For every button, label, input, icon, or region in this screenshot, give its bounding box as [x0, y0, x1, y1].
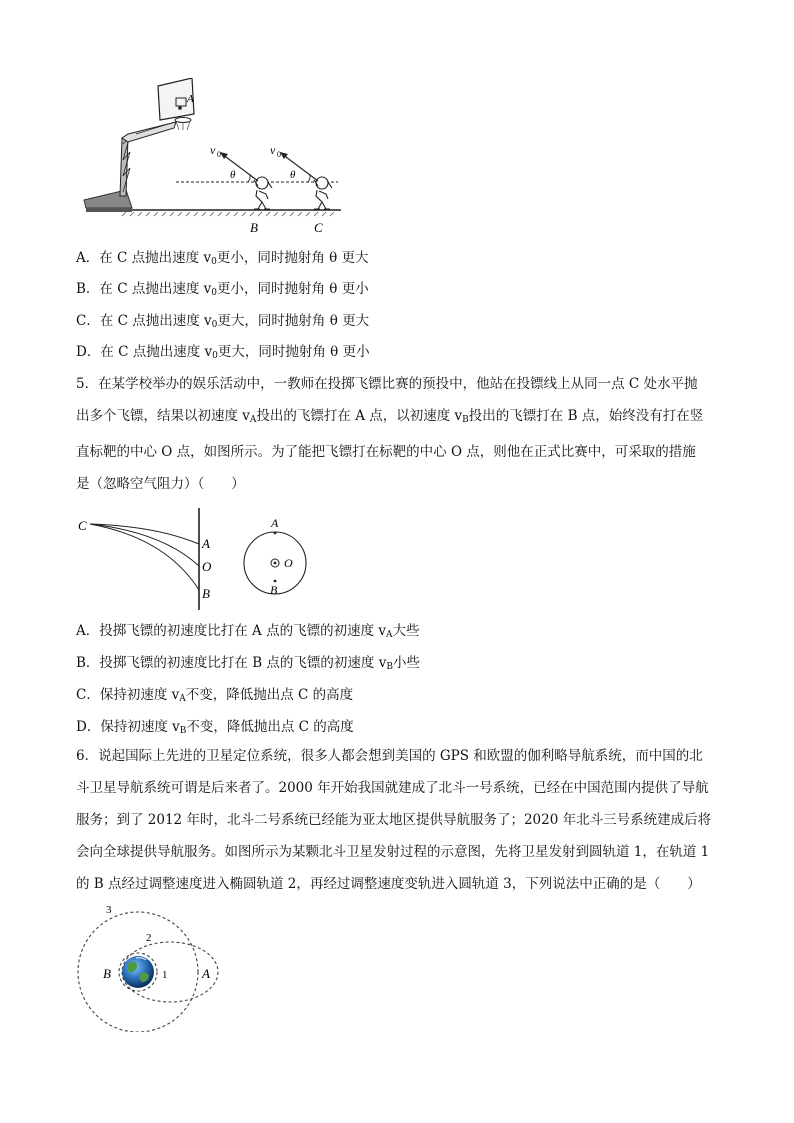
q4-option-a[interactable]: A．在 C 点抛出速度 $v_0$更小，同时抛射角 θ 更大	[76, 250, 369, 267]
target-point-o-label: O	[284, 556, 293, 570]
orbit-point-b-label: B	[103, 966, 111, 981]
q5-option-d[interactable]: D．保持初速度 $v_B$不变，降低抛出点 C 的高度	[76, 719, 354, 736]
target-point-b-label: B	[270, 583, 278, 597]
theta-label-b: θ	[230, 169, 236, 181]
q5-option-a[interactable]: A．投掷飞镖的初速度比打在 A 点的飞镖的初速度 $v_A$大些	[76, 623, 420, 640]
v0-sub-b: 0	[217, 150, 221, 159]
q5-stem: 5．在某学校举办的娱乐活动中，一教师在投掷飞镖比赛的预投中，他站在投镖线上从同一点 C 处水平抛 出多个飞镖，结果以初速度 $v_A$投出的飞镖打在 A 点，以初速度 $v_B$投出的飞镖打在 B 点，始终没有打在竖 直标靶的中心 O 点，如图所示。为了能把飞镖打在标靶的中心 O 点，则他在正式比赛中，可采取的措施 是（忽略空气阻力）（ ）	[76, 376, 704, 492]
earth-icon	[122, 956, 154, 988]
theta-label-c: θ	[290, 169, 296, 181]
q5-option-c[interactable]: C．保持初速度 $v_A$不变，降低抛出点 C 的高度	[76, 687, 354, 704]
dart-point-a-label: A	[202, 536, 210, 551]
point-a-label: A	[187, 93, 194, 105]
q4-option-b[interactable]: B．在 C 点抛出速度 $v_0$更小，同时抛射角 θ 更小	[76, 281, 369, 298]
dart-point-o-label: O	[202, 559, 212, 574]
target-point-a-label: A	[271, 516, 279, 530]
orbit-figure	[76, 902, 222, 1032]
orbit-1-label: 1	[162, 969, 168, 981]
point-c-label: C	[314, 220, 323, 235]
orbit-2-label: 2	[146, 932, 152, 944]
v0-label-b: v	[210, 143, 216, 157]
dart-point-c-label: C	[78, 518, 87, 533]
q4-option-d[interactable]: D．在 C 点抛出速度 $v_0$更大，同时抛射角 θ 更小	[76, 344, 370, 361]
orbit-point-a-label: A	[202, 966, 210, 981]
q6-stem: 6．说起国际上先进的卫星定位系统，很多人都会想到美国的 GPS 和欧盟的伽利略导航系统，而中国的北 斗卫星导航系统可谓是后来者了。2000 年开始我国就建成了北斗一号系统，已经在中国范围内提供了导航 服务；到了 2012 年时，北斗二号系统已经能为亚太地区提供导航服务了；2020 年北斗三号系统建成后将 会向全球提供导航服务。如图所示为某颗北斗卫星发射过程的示意图，先将卫星发射到圆轨道 1，在轨道 1 的 B 点经过调整速度进入椭圆轨道 2，再经过调整速度变轨进入圆轨道 3，下列说法中正确的是（ ）	[76, 748, 712, 892]
point-b-label: B	[250, 220, 258, 235]
dart-point-b-label: B	[202, 586, 210, 601]
orbit-3-label: 3	[106, 904, 112, 916]
q5-option-b[interactable]: B．投掷飞镖的初速度比打在 B 点的飞镖的初速度 $v_B$小些	[76, 655, 420, 672]
q4-option-c[interactable]: C．在 C 点抛出速度 $v_0$更大，同时抛射角 θ 更大	[76, 313, 370, 330]
dart-figure	[76, 508, 316, 612]
v0-sub-c: 0	[277, 150, 281, 159]
basketball-figure	[76, 78, 356, 238]
v0-label-c: v	[270, 143, 276, 157]
